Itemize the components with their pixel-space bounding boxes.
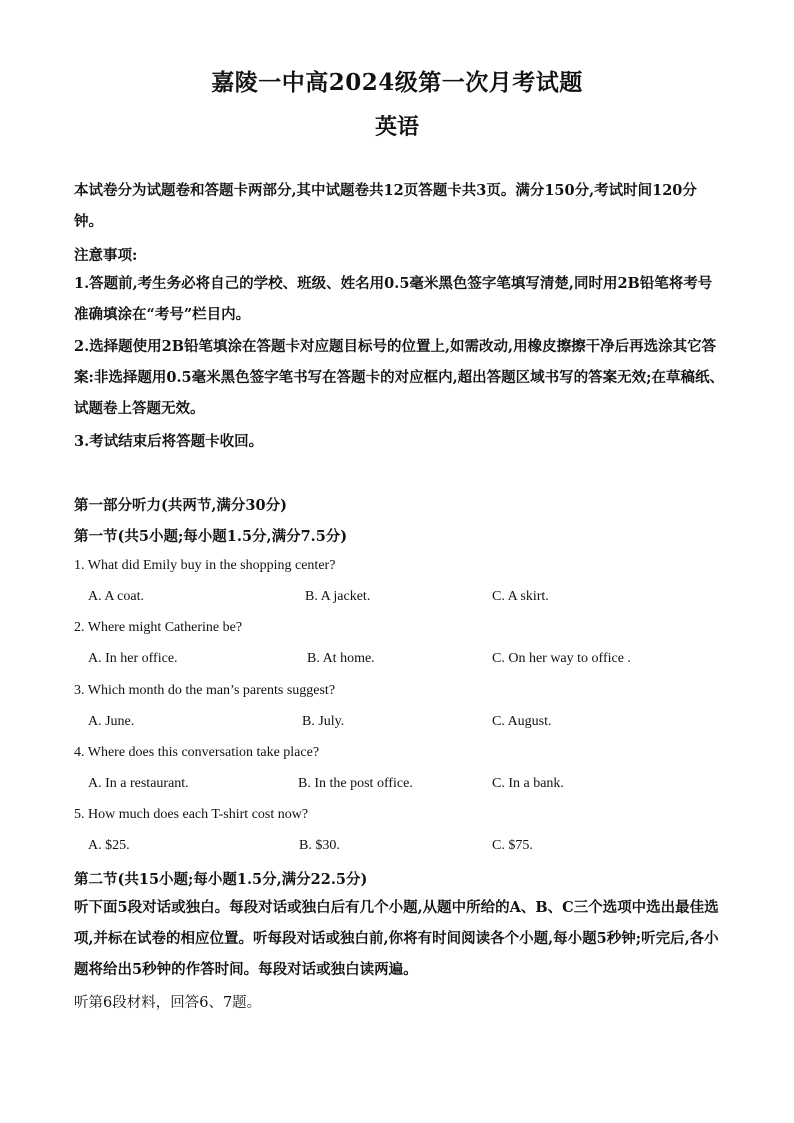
option-b: B. In the post office. — [298, 776, 413, 791]
question-stem: 1. What did Emily buy in the shopping center? — [74, 558, 336, 573]
question-stem: 5. How much does each T-shirt cost now? — [74, 807, 309, 822]
option-a: A. In her office. — [88, 651, 178, 666]
note-3: 3.考试结束后将答题卡收回。 — [74, 433, 264, 450]
option-a: A. June. — [88, 714, 135, 729]
material-prompt: 听第6段材料，回答6、7题。 — [74, 995, 262, 1011]
question-stem: 4. Where does this conversation take place? — [74, 745, 320, 760]
subject-title: 英语 — [374, 114, 419, 140]
option-c: C. A skirt. — [492, 589, 549, 604]
option-c: C. On her way to office . — [492, 651, 631, 666]
option-a: A. A coat. — [88, 589, 144, 604]
option-b: B. At home. — [307, 651, 375, 666]
notice-heading: 注意事项: — [74, 247, 138, 264]
section2-instructions: 听下面5段对话或独白。每段对话或独白后有几个小题,从题中所给的A、B、C三个选项中选出最佳选项,并标在试卷的相应位置。听每段对话或独白前,你将有时间阅读各个小题,每小题5秒钟;听完后,各小题将给出5秒钟的作答时间。每段对话或独白读两遍。 — [74, 899, 719, 978]
intro-paragraph: 本试卷分为试题卷和答题卡两部分,其中试题卷共12页答题卡共3页。满分150分,考试时间120分钟。 — [74, 182, 697, 230]
option-a: A. $25. — [88, 838, 130, 853]
part1-heading: 第一部分听力(共两节,满分30分) — [74, 497, 287, 514]
question-stem: 3. Which month do the man’s parents suggest? — [74, 683, 336, 698]
exam-title: 嘉陵一中高2024级第一次月考试题 — [211, 69, 583, 96]
section1-heading: 第一节(共5小题;每小题1.5分,满分7.5分) — [74, 528, 348, 545]
option-a: A. In a restaurant. — [88, 776, 189, 791]
option-c: C. $75. — [492, 838, 533, 853]
option-b: B. $30. — [299, 838, 340, 853]
note-2: 2.选择题使用2B铅笔填涂在答题卡对应题目标号的位置上,如需改动,用橡皮擦擦干净后再选涂其它答案:非选择题用0.5毫米黑色签字笔书写在答题卡的对应框内,超出答题区域书写的答案无效;在草稿纸、试题卷上答题无效。 — [74, 338, 724, 417]
option-c: C. August. — [492, 714, 552, 729]
note-1: 1.答题前,考生务必将自己的学校、班级、姓名用0.5毫米黑色签字笔填写清楚,同时用2B铅笔将考号准确填涂在“考号”栏目内。 — [74, 275, 713, 323]
question-stem: 2. Where might Catherine be? — [74, 620, 243, 635]
option-b: B. A jacket. — [305, 589, 371, 604]
option-b: B. July. — [302, 714, 345, 729]
option-c: C. In a bank. — [492, 776, 564, 791]
section2-heading: 第二节(共15小题;每小题1.5分,满分22.5分) — [74, 871, 368, 888]
